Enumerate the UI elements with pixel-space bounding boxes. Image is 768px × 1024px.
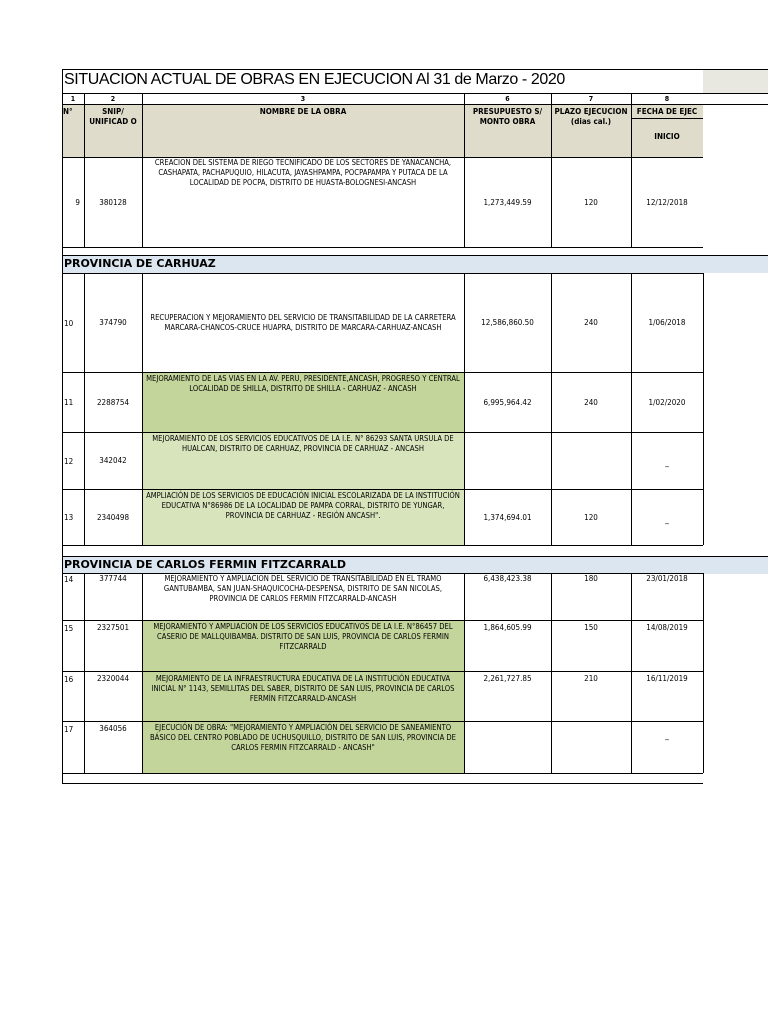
header-presupuesto: PRESUPUESTO S/ MONTO OBRA [472,107,543,126]
row-9-n: 9 [75,198,80,207]
row-13-snip: 2340498 [96,512,130,522]
row-11-inicio: 1/02/2020 [648,397,686,407]
row-9-snip: 380128 [99,197,127,207]
row-17-plazo [551,722,631,736]
row-17-nombre: EJECUCIÓN DE OBRA: "MEJORAMIENTO Y AMPLIACIÓN DEL SERVICIO DE SANEAMIENTO BÁSICO DEL CENTRO POBLADO DE UCHUSQUILLO, DISTRITO DE SAN LUIS, PROVINCIA DE CARLOS FERMIN FITZCARRALD - ANCASH" [142,722,464,773]
province-header-carlos-fermin [62,556,768,574]
col-number-2: 2 [110,94,116,103]
row-17-snip: 364056 [99,724,127,733]
row-13-monto: 1,374,694.01 [483,512,532,522]
row-15-monto: 1,864,605.99 [483,623,532,632]
row-11-nombre: MEJORAMIENTO DE LAS VIAS EN LA AV. PERU, PRESIDENTE,ANCASH, PROGRESO Y CENTRAL LOCALIDAD DE SHILLA, DISTRITO DE SHILLA - CARHUAZ - ANCASH [142,373,464,432]
row-13-n: 13 [64,513,74,522]
row-17-n: 17 [64,724,74,734]
row-16-snip: 2320044 [96,674,130,683]
col-number-8: 8 [664,94,670,103]
row-9-plazo: 120 [584,197,598,207]
row-13-inicio: _ [665,514,669,524]
row-10-nombre: RECUPERACION Y MEJORAMIENTO DEL SERVICIO DE TRANSITABILIDAD DE LA CARRETERA MARCARA-CHANCOS-CRUCE HUAPRA, DISTRITO DE MARCARA-CARHUAZ-ANCASH [150,313,456,332]
row-16-inicio: 16/11/2019 [646,674,688,683]
row-14-monto: 6,438,423.38 [483,574,532,583]
row-17-inicio: _ [665,731,669,740]
row-16-plazo: 210 [584,674,598,683]
row-16-nombre: MEJORAMIENTO DE LA INFRAESTRUCTURA EDUCATIVA DE LA INSTITUCIÓN EDUCATIVA INICIAL N° 1143, SEMILLITAS DEL SABER, DISTRITO DE SAN LUIS, PROVINCIA DE CARLOS FERMÍN FITZCARRALD-ANCASH [142,672,464,721]
title-shade [703,70,768,93]
col-number-7: 7 [588,94,594,103]
col-number-1: 1 [70,94,76,103]
province-carhuaz-label: PROVINCIA DE CARHUAZ [64,257,216,270]
row-12-inicio: _ [665,458,669,467]
sheet-title: SITUACION ACTUAL DE OBRAS EN EJECUCION Al 31 de Marzo - 2020 [64,71,565,88]
header-fecha: FECHA DE EJEC [636,107,698,116]
row-10-n: 10 [64,318,74,328]
row-14-inicio: 23/01/2018 [646,574,688,583]
row-15-plazo: 150 [584,623,598,632]
row-9-monto: 1,273,449.59 [483,197,532,207]
province-header-carhuaz [62,255,768,273]
province-carlos-fermin-label: PROVINCIA DE CARLOS FERMIN FITZCARRALD [64,558,346,571]
header-nombre: NOMBRE DE LA OBRA [259,107,347,116]
row-11-plazo: 240 [584,397,598,407]
row-12-plazo [551,433,631,489]
row-10-monto: 12,586,860.50 [481,318,534,327]
row-15-nombre: MEJORAMIENTO Y AMPLIACION DE LOS SERVICIOS EDUCATIVOS DE LA I.E. N°86457 DEL CASERIO DE MALLQUIBAMBA. DISTRITO DE SAN LUIS, PROVINCIA DE CARLOS FERMIN FITZCARRALD [142,621,464,671]
row-14-n: 14 [64,574,74,584]
row-12-snip: 342042 [99,456,127,465]
row-15-inicio: 14/08/2019 [646,623,688,632]
row-10-snip: 374790 [99,318,127,327]
row-11-monto: 6,995,964.42 [483,397,532,407]
row-11-n: 11 [64,398,74,407]
row-17-monto [464,722,551,736]
row-16-n: 16 [64,674,74,684]
row-12-monto [464,433,551,489]
col-number-3: 3 [300,94,306,103]
row-10-plazo: 240 [584,318,598,327]
row-9-inicio: 12/12/2018 [646,197,688,207]
row-13-nombre: AMPLIACIÓN DE LOS SERVICIOS DE EDUCACIÓN INICIAL ESCOLARIZADA DE LA INSTITUCIÓN EDUCATIVA N°86986 DE LA LOCALIDAD DE PAMPA CORRAL, DISTRITO DE YUNGAR, PROVINCIA DE CARHUAZ - REGIÓN ANCASH". [142,490,464,545]
row-11-snip: 2288754 [96,397,130,407]
header-plazo: PLAZO EJECUCION (dias cal.) [554,107,628,126]
row-16-monto: 2,261,727.85 [483,674,532,683]
row-12-n: 12 [64,456,74,466]
col-number-6: 6 [505,94,510,103]
sheet-title-bar [62,69,768,94]
row-13-plazo: 120 [584,512,598,522]
header-snip: SNIP/ UNIFICAD O [89,107,137,126]
row-9-nombre: CREACION DEL SISTEMA DE RIEGO TECNIFICADO DE LOS SECTORES DE YANACANCHA, CASHAPATA, PACHAPUQUIO, HILACUTA, JAYASHPAMPA, POCPAPAMPA Y PUTACA DE LA LOCALIDAD DE POCPA, DISTRITO DE HUASTA-BOLOGNESI-ANCASH [154,158,452,187]
row-12-nombre: MEJORAMIENTO DE LOS SERVICIOS EDUCATIVOS DE LA I.E. N° 86293 SANTA URSULA DE HUALCAN, DISTRITO DE CARHUAZ, PROVINCIA DE CARHUAZ - ANCASH [142,433,464,489]
row-14-snip: 377744 [99,574,127,583]
row-14-nombre: MEJORAMIENTO Y AMPLIACION DEL SERVICIO DE TRANSITABILIDAD EN EL TRAMO GANTUBAMBA, SAN JUAN-SHAQUICOCHA-DESPENSA, DISTRITO DE SAN NICOLAS, PROVINCIA DE CARLOS FERMIN FITZCARRALD-ANCASH [163,574,443,603]
header-n: N° [63,107,73,116]
row-15-n: 15 [64,623,74,633]
row-14-plazo: 180 [584,574,598,583]
row-10-inicio: 1/06/2018 [648,318,686,327]
header-inicio: INICIO [654,132,680,141]
row-15-snip: 2327501 [96,623,130,632]
